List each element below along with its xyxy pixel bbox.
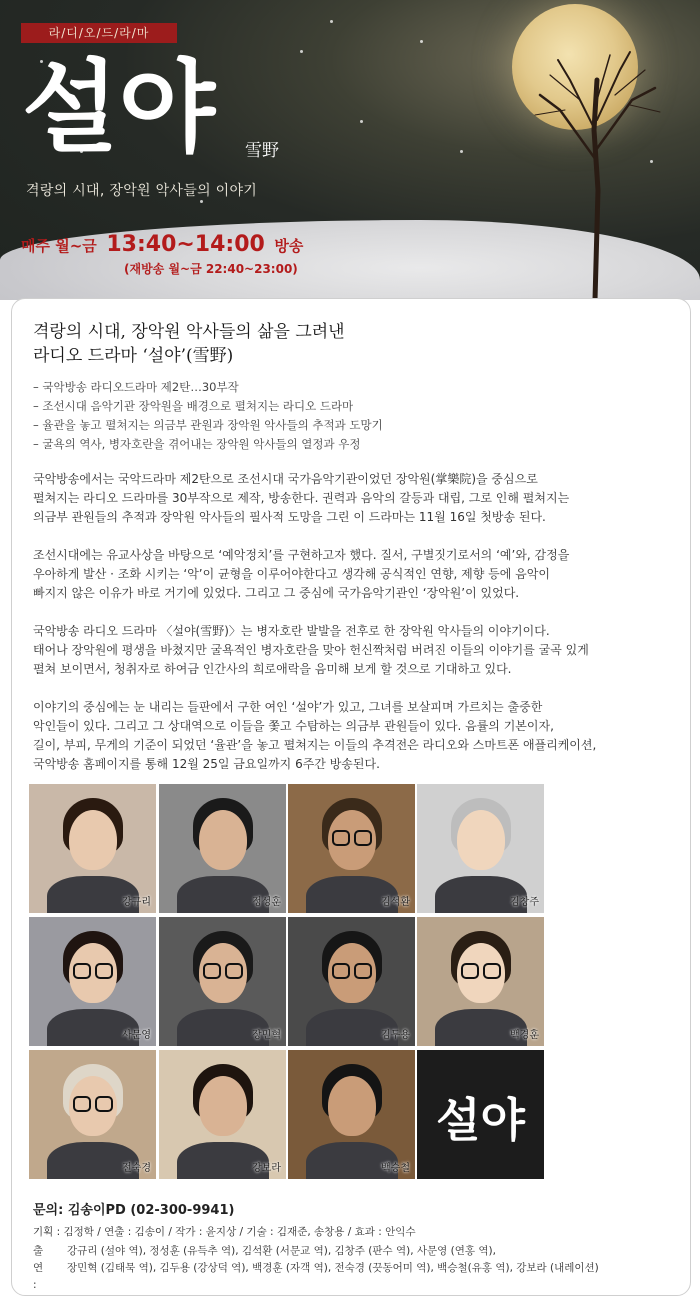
portrait-glasses — [461, 963, 479, 979]
portrait-glasses — [73, 963, 91, 979]
cast-photo-grid — [29, 784, 547, 1180]
portrait-face — [199, 810, 247, 870]
title-logo-text: 설야 — [22, 48, 216, 164]
portrait-glasses — [354, 830, 372, 846]
cast-photo-name: 전숙경 — [122, 1163, 151, 1174]
summary-points — [33, 378, 383, 454]
cast-photo — [288, 784, 415, 913]
cast-photo — [288, 917, 415, 1046]
portrait-glasses — [483, 963, 501, 979]
portrait-face — [199, 1076, 247, 1136]
article-body — [33, 470, 665, 793]
title-hanja: 雪野 — [245, 141, 279, 161]
portrait-glasses — [95, 963, 113, 979]
cast-photo — [417, 917, 544, 1046]
cast-photo — [29, 1050, 156, 1179]
cast-photo — [159, 917, 286, 1046]
portrait-face — [457, 810, 505, 870]
portrait-glasses — [73, 1096, 91, 1112]
summary-point: – 굴욕의 역사, 병자호란을 겪어내는 장악원 악사들의 열정과 우정 — [33, 437, 361, 451]
paragraph: 조선시대에는 유교사상을 바탕으로 ‘예악정치’를 구현하고자 했다. 질서, 구별짓기로서의 ‘예’와, 감정을 우아하게 발산 · 조화 시키는 ‘악’이 균형을 이루어야한다고 생각해 공식적인 연향, 제향 등에 음악이 빠지지 않은 이유가 바로 거기에 있었다. 그리고 그 중심에 국가음악기관인 ‘장악원’이 있었다. — [33, 548, 570, 600]
schedule-days: 매주 월~금 — [21, 237, 97, 255]
production-credits: 기획 : 김정학 / 연출 : 김송이 / 작가 : 윤지상 / 기술 : 김재준, 송창용 / 효과 : 안익수 — [33, 1226, 416, 1238]
rebroadcast-schedule: (재방송 월~금 22:40~23:00) — [124, 262, 298, 276]
cast-photo-name: 김창주 — [510, 897, 539, 908]
cast-photo — [159, 784, 286, 913]
cast-photo-name: 사문영 — [122, 1030, 151, 1041]
cast-photo — [288, 1050, 415, 1179]
cast-photo-name: 백경훈 — [510, 1030, 539, 1041]
cast-photo-name: 정성훈 — [252, 897, 281, 908]
cast-photo-name: 강보라 — [252, 1163, 281, 1174]
cast-text: 강규리 (설야 역), 정성훈 (유득추 역), 김석환 (서문교 역), 김창주 (판수 역), 사문영 (연홍 역), 장민혁 (김태묵 역), 김두용 (강상덕 역), 백경훈 (자객 역), 전숙경 (끗동어미 역), 백승철(유홍 역), 강보라 (내레이션) — [67, 1245, 599, 1274]
tagline: 격랑의 시대, 장악원 악사들의 이야기 — [26, 183, 258, 199]
summary-point: – 조선시대 음악기관 장악원을 배경으로 펼쳐지는 라디오 드라마 — [33, 399, 354, 413]
cast-photo-name: 김석환 — [381, 897, 410, 908]
portrait-glasses — [332, 830, 350, 846]
portrait-glasses — [354, 963, 372, 979]
summary-point: – 국악방송 라디오드라마 제2탄…30부작 — [33, 380, 239, 394]
portrait-glasses — [95, 1096, 113, 1112]
contact-info: 문의: 김송이PD (02-300-9941) — [33, 1203, 235, 1218]
cast-photo — [159, 1050, 286, 1179]
portrait-glasses — [332, 963, 350, 979]
portrait-glasses — [203, 963, 221, 979]
paragraph: 이야기의 중심에는 눈 내리는 들판에서 구한 여인 ‘설야’가 있고, 그녀를 보살피며 가르치는 출중한 악인들이 있다. 그리고 그 상대역으로 이들을 쫓고 수탐하는 의금부 관원들이 있다. 음률의 기본이자, 길이, 부피, 무게의 기준이 되었던 ‘율관’을 놓고 펼쳐지는 이들의 추격전은 라디오와 스마트폰 애플리케이션, 국악방송 홈페이지를 통해 12월 25일 금요일까지 6주간 방송된다. — [33, 700, 597, 771]
cast-photo — [29, 917, 156, 1046]
genre-badge: 라/디/오/드/라/마 — [21, 23, 177, 43]
paragraph: 국악방송에서는 국악드라마 제2탄으로 조선시대 국가음악기관이었던 장악원(掌樂院)을 중심으로 펼쳐지는 라디오 드라마를 30부작으로 제작, 방송한다. 권력과 음악의 갈등과 대립, 그로 인해 펼쳐지는 의금부 관원들의 추적과 장악원 악사들의 필사적 도망을 그린 이 드라마는 11월 16일 첫방송 된다. — [33, 472, 570, 524]
cast-photo — [29, 784, 156, 913]
cast-photo-name: 백승철 — [381, 1163, 410, 1174]
cast-photo-name: 강규리 — [122, 897, 151, 908]
cast-photo-name: 장민혁 — [252, 1030, 281, 1041]
tree-illustration — [520, 40, 670, 300]
schedule-time: 13:40~14:00 — [106, 232, 265, 257]
article-headline — [33, 320, 345, 368]
cast-photo-name: 김두용 — [381, 1030, 410, 1041]
portrait-face — [69, 810, 117, 870]
title-logo — [22, 44, 262, 164]
portrait-glasses — [225, 963, 243, 979]
logo-tile — [417, 1050, 544, 1179]
broadcast-schedule — [21, 232, 303, 257]
portrait-face — [328, 1076, 376, 1136]
paragraph: 국악방송 라디오 드라마 〈설야(雪野)〉는 병자호란 발발을 전후로 한 장악원 악사들의 이야기이다. 태어나 장악원에 평생을 바쳤지만 굴욕적인 병자호란을 맞아 헌신짝처럼 버려진 이들의 이야기를 굴곡 있게 펼쳐 보이면서, 청취자로 하여금 인간사의 희로애락을 음미해 보게 할 것으로 기대하고 있다. — [33, 624, 589, 676]
schedule-suffix: 방송 — [274, 237, 304, 255]
logo-tile-text: 설야 — [436, 1093, 525, 1147]
headline-line: 라디오 드라마 ‘설야’(雪野) — [33, 346, 234, 366]
cast-label: 출연 : — [33, 1245, 44, 1291]
summary-point: – 율관을 놓고 펼쳐지는 의금부 관원과 장악원 악사들의 추적과 도망기 — [33, 418, 383, 432]
headline-line: 격랑의 시대, 장악원 악사들의 삶을 그려낸 — [33, 322, 345, 342]
cast-photo — [417, 784, 544, 913]
